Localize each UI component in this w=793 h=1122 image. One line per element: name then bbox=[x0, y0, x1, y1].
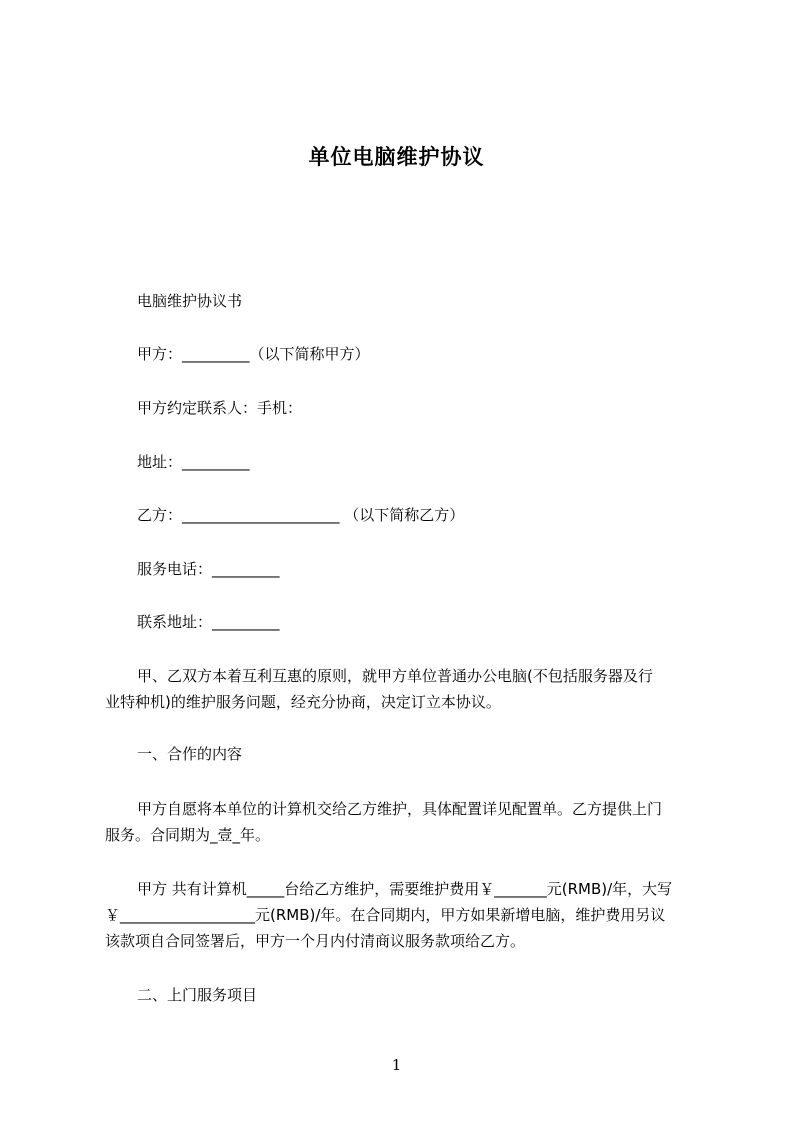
party-a-line: 甲方：_________（以下简称甲方） bbox=[137, 345, 370, 363]
section-1-p2-line-3: 该款项自合同签署后，甲方一个月内付清商议服务款项给乙方。 bbox=[105, 932, 526, 950]
contact-address-line: 联系地址：_________ bbox=[137, 613, 280, 631]
section-1-paragraph-1 bbox=[105, 796, 695, 848]
service-phone-line: 服务电话：_________ bbox=[137, 560, 280, 578]
section-1-p2-line-2: ￥__________________元(RMB)/年。在合同期内，甲方如果新增电脑，维护费用另议 bbox=[105, 906, 666, 924]
address-line: 地址：_________ bbox=[137, 453, 250, 471]
intro-line-2: 业特种机)的维护服务问题，经充分协商，决定订立本协议。 bbox=[105, 693, 501, 711]
page-number: 1 bbox=[391, 1056, 402, 1074]
section-1-p1-line-1: 甲方自愿将本单位的计算机交给乙方维护，具体配置详见配置单。乙方提供上门 bbox=[137, 800, 663, 818]
agreement-heading: 电脑维护协议书 bbox=[137, 292, 243, 310]
document-title: 单位电脑维护协议 bbox=[308, 145, 485, 169]
section-2-title: 二、上门服务项目 bbox=[137, 986, 258, 1004]
intro-line-1: 甲、乙双方本着互利互惠的原则，就甲方单位普通办公电脑(不包括服务器及行 bbox=[137, 667, 653, 685]
section-1-paragraph-2 bbox=[105, 876, 695, 954]
party-a-contact-line: 甲方约定联系人：手机： bbox=[137, 399, 303, 417]
party-b-line: 乙方：_____________________ （以下简称乙方） bbox=[137, 506, 465, 524]
section-1-p2-line-1: 甲方 共有计算机_____台给乙方维护，需要维护费用￥_______元(RMB)/年，大写 bbox=[137, 880, 673, 898]
section-1-p1-line-2: 服务。合同期为_壹_年。 bbox=[105, 826, 271, 844]
section-1-title: 一、合作的内容 bbox=[137, 745, 243, 763]
intro-paragraph bbox=[105, 663, 695, 715]
